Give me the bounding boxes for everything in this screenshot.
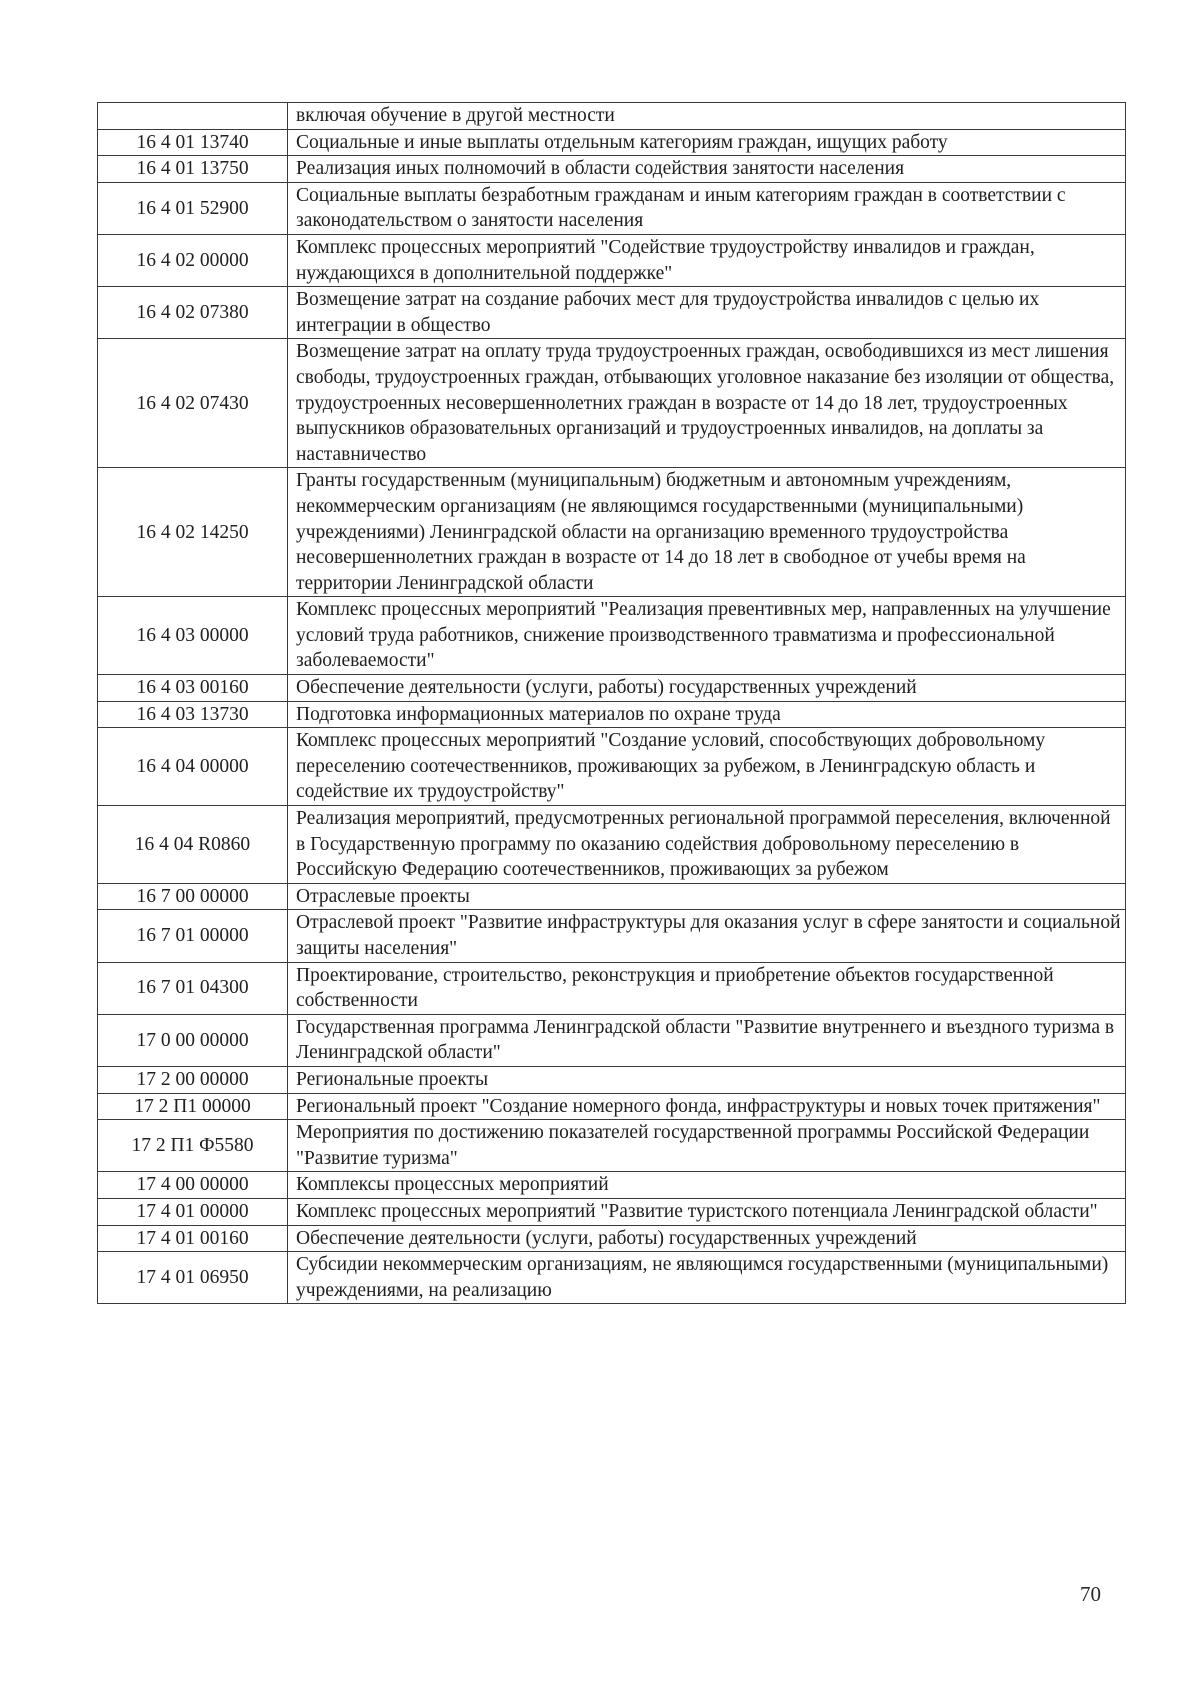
row-code-cell: 17 2 00 00000 [98, 1066, 288, 1093]
row-name-cell: Комплекс процессных мероприятий "Развитие туристского потенциала Ленинградской области" [288, 1198, 1126, 1225]
row-code-cell: 16 7 00 00000 [98, 883, 288, 910]
row-code-cell: 17 2 П1 Ф5580 [98, 1120, 288, 1172]
row-code-cell [98, 103, 288, 130]
table-body [98, 103, 1126, 1304]
row-name-cell: Реализация иных полномочий в области содействия занятости населения [288, 156, 1126, 183]
row-name-cell: Субсидии некоммерческим организациям, не являющимся государственными (муниципальными) учреждениями, на реализацию [288, 1252, 1126, 1304]
table-row [98, 1252, 1126, 1304]
table-row [98, 287, 1126, 339]
row-code-cell: 16 4 02 00000 [98, 234, 288, 286]
row-code-cell: 17 2 П1 00000 [98, 1093, 288, 1120]
row-name-cell: Обеспечение деятельности (услуги, работы) государственных учреждений [288, 675, 1126, 702]
row-code-cell: 17 4 01 00160 [98, 1225, 288, 1252]
row-name-cell: Региональный проект "Создание номерного фонда, инфраструктуры и новых точек притяжения" [288, 1093, 1126, 1120]
row-name-cell: Отраслевые проекты [288, 883, 1126, 910]
table-row [98, 675, 1126, 702]
table-row [98, 597, 1126, 675]
row-code-cell: 16 4 04 00000 [98, 728, 288, 806]
table-row [98, 910, 1126, 962]
row-name-cell: Реализация мероприятий, предусмотренных региональной программой переселения, включенной в Государственную программу по оказанию содействия добровольному переселению в Российскую Федерацию соотечественников, проживающих за рубежом [288, 806, 1126, 884]
table-row [98, 1225, 1126, 1252]
row-name-cell: Социальные и иные выплаты отдельным категориям граждан, ищущих работу [288, 129, 1126, 156]
row-name-cell: Возмещение затрат на оплату труда трудоустроенных граждан, освободившихся из мест лишения свободы, трудоустроенных граждан, отбывающих уголовное наказание без изоляции от общества, трудоустроенных несовершеннолетних граждан в возрасте от 14 до 18 лет, трудоустроенных выпускников образовательных организаций и трудоустроенных инвалидов, на доплаты за наставничество [288, 339, 1126, 468]
row-name-cell: Региональные проекты [288, 1066, 1126, 1093]
table-row [98, 806, 1126, 884]
row-name-cell: Отраслевой проект "Развитие инфраструктуры для оказания услуг в сфере занятости и социальной защиты населения" [288, 910, 1126, 962]
row-code-cell: 17 4 00 00000 [98, 1172, 288, 1199]
row-code-cell: 16 4 03 00000 [98, 597, 288, 675]
table-row [98, 1014, 1126, 1066]
row-code-cell: 17 4 01 06950 [98, 1252, 288, 1304]
row-name-cell: Комплексы процессных мероприятий [288, 1172, 1126, 1199]
table-row [98, 1172, 1126, 1199]
row-code-cell: 17 0 00 00000 [98, 1014, 288, 1066]
table-row [98, 962, 1126, 1014]
row-name-cell: Обеспечение деятельности (услуги, работы) государственных учреждений [288, 1225, 1126, 1252]
table-row [98, 1066, 1126, 1093]
table-row [98, 1120, 1126, 1172]
row-name-cell: Мероприятия по достижению показателей государственной программы Российской Федерации "Развитие туризма" [288, 1120, 1126, 1172]
budget-classification-table [97, 102, 1126, 1304]
row-code-cell: 17 4 01 00000 [98, 1198, 288, 1225]
table-row [98, 339, 1126, 468]
row-code-cell: 16 4 01 13750 [98, 156, 288, 183]
table-row [98, 728, 1126, 806]
row-code-cell: 16 4 01 13740 [98, 129, 288, 156]
row-name-cell: Социальные выплаты безработным гражданам и иным категориям граждан в соответствии с законодательством о занятости населения [288, 182, 1126, 234]
row-code-cell: 16 4 04 R0860 [98, 806, 288, 884]
row-name-cell: Подготовка информационных материалов по охране труда [288, 701, 1126, 728]
page-number: 70 [1080, 1582, 1101, 1606]
table-row [98, 468, 1126, 597]
row-name-cell: включая обучение в другой местности [288, 103, 1126, 130]
table-row [98, 156, 1126, 183]
row-code-cell: 16 4 03 13730 [98, 701, 288, 728]
table-row [98, 701, 1126, 728]
row-name-cell: Комплекс процессных мероприятий "Реализация превентивных мер, направленных на улучшение условий труда работников, снижение производственного травматизма и профессиональной заболеваемости" [288, 597, 1126, 675]
table-row [98, 129, 1126, 156]
row-name-cell: Гранты государственным (муниципальным) бюджетным и автономным учреждениям, некоммерческим организациям (не являющимся государственными (муниципальными) учреждениями) Ленинградской области на организацию временного трудоустройства несовершеннолетних граждан в возрасте от 14 до 18 лет в свободное от учебы время на территории Ленинградской области [288, 468, 1126, 597]
row-name-cell: Возмещение затрат на создание рабочих мест для трудоустройства инвалидов с целью их интеграции в общество [288, 287, 1126, 339]
row-name-cell: Государственная программа Ленинградской области "Развитие внутреннего и въездного туризма в Ленинградской области" [288, 1014, 1126, 1066]
table-row [98, 883, 1126, 910]
row-code-cell: 16 4 02 07430 [98, 339, 288, 468]
row-name-cell: Проектирование, строительство, реконструкция и приобретение объектов государственной собственности [288, 962, 1126, 1014]
row-code-cell: 16 4 02 14250 [98, 468, 288, 597]
table-row [98, 1198, 1126, 1225]
row-name-cell: Комплекс процессных мероприятий "Содействие трудоустройству инвалидов и граждан, нуждающихся в дополнительной поддержке" [288, 234, 1126, 286]
table-row [98, 1093, 1126, 1120]
row-code-cell: 16 4 01 52900 [98, 182, 288, 234]
table-row [98, 103, 1126, 130]
row-name-cell: Комплекс процессных мероприятий "Создание условий, способствующих добровольному переселению соотечественников, проживающих за рубежом, в Ленинградскую область и содействие их трудоустройству" [288, 728, 1126, 806]
table-row [98, 182, 1126, 234]
row-code-cell: 16 7 01 00000 [98, 910, 288, 962]
row-code-cell: 16 4 02 07380 [98, 287, 288, 339]
row-code-cell: 16 4 03 00160 [98, 675, 288, 702]
row-code-cell: 16 7 01 04300 [98, 962, 288, 1014]
table-row [98, 234, 1126, 286]
